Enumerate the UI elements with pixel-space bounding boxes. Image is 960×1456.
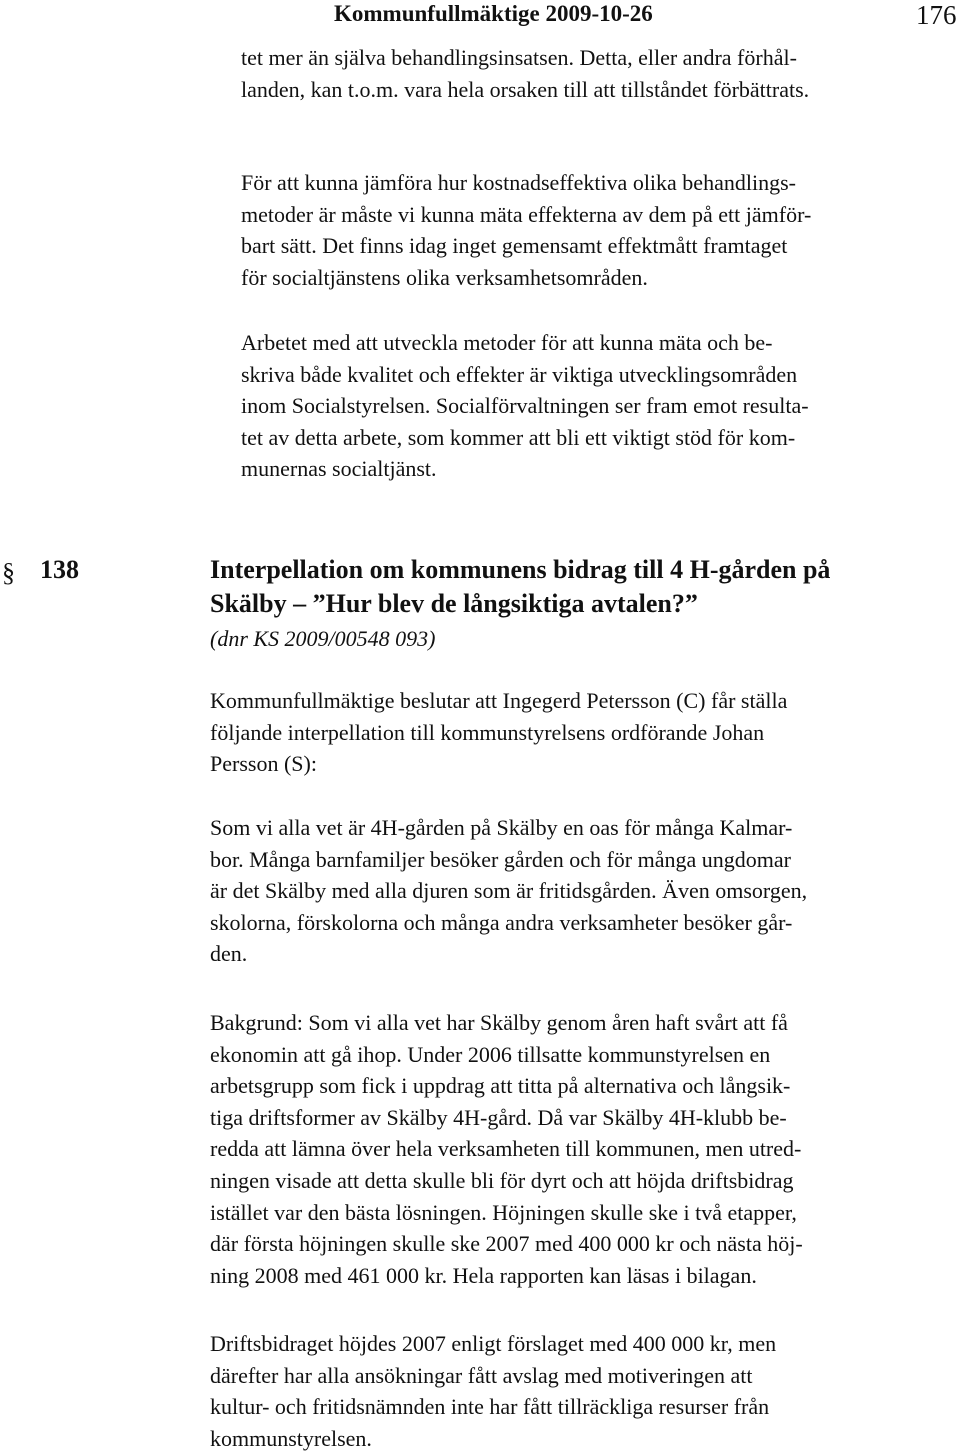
text-line: bor. Många barnfamiljer besöker gården och för många ungdomar [210, 846, 791, 872]
text-line: ning 2008 med 461 000 kr. Hela rapporten kan läsas i bilagan. [210, 1262, 757, 1288]
body-paragraph-2 [210, 812, 807, 970]
body-paragraph-4 [210, 1328, 776, 1454]
text-line: tet mer än själva behandlingsinsatsen. Detta, eller andra förhål- [241, 45, 797, 70]
text-line: därefter har alla ansökningar fått avslag med motiveringen att [210, 1362, 753, 1388]
diary-number: (dnr KS 2009/00548 093) [210, 626, 436, 651]
page-number: 176 [916, 0, 957, 30]
text-line: arbetsgrupp som fick i uppdrag att titta på alternativa och långsik- [210, 1073, 791, 1099]
intro-paragraph-2 [241, 167, 811, 293]
text-line: redda att lämna över hela verksamheten till kommunen, men utred- [210, 1136, 802, 1162]
section-mark: § [2, 558, 15, 587]
text-line: bart sätt. Det finns idag inget gemensamt effektmått framtaget [241, 233, 788, 259]
intro-paragraph-1 [241, 42, 809, 105]
text-line: för socialtjänstens olika verksamhetsområden. [241, 264, 648, 290]
text-line: tet av detta arbete, som kommer att bli ett viktigt stöd för kom- [241, 424, 796, 450]
text-line: munernas socialtjänst. [241, 456, 437, 482]
body-paragraph-3 [210, 1007, 803, 1291]
text-line: Driftsbidraget höjdes 2007 enligt förslaget med 400 000 kr, men [210, 1331, 777, 1356]
body-paragraph-1 [210, 685, 787, 780]
text-line: kultur- och fritidsnämnden inte har fått tillräckliga resurser från [210, 1394, 770, 1420]
text-line: är det Skälby med alla djuren som är fritidsgården. Även omsorgen, [210, 878, 808, 904]
text-line: För att kunna jämföra hur kostnadseffektiva olika behandlings- [241, 170, 796, 195]
text-line: Kommunfullmäktige beslutar att Ingegerd Petersson (C) får ställa [210, 688, 788, 713]
text-line: skriva både kvalitet och effekter är viktiga utvecklingsområden [241, 361, 798, 387]
text-line: Som vi alla vet är 4H-gården på Skälby en oas för många Kalmar- [210, 815, 793, 840]
section-title-line: Interpellation om kommunens bidrag till 4 H-gården på [210, 555, 831, 584]
text-line: skolorna, förskolorna och många andra verksamheter besöker går- [210, 909, 793, 935]
section-title-line: Skälby – ”Hur blev de långsiktiga avtalen?” [210, 589, 698, 618]
text-line: landen, kan t.o.m. vara hela orsaken till att tillståndet förbättrats. [241, 76, 810, 102]
text-line: tiga driftsformer av Skälby 4H-gård. Då var Skälby 4H-klubb be- [210, 1104, 787, 1130]
text-line: följande interpellation till kommunstyrelsens ordförande Johan [210, 719, 765, 745]
text-line: där första höjningen skulle ske 2007 med 400 000 kr och nästa höj- [210, 1231, 803, 1257]
running-header: Kommunfullmäktige 2009-10-26 [334, 1, 653, 26]
text-line: Bakgrund: Som vi alla vet har Skälby genom åren haft svårt att få [210, 1010, 788, 1035]
text-line: Arbetet med att utveckla metoder för att kunna mäta och be- [241, 330, 773, 355]
text-line: kommunstyrelsen. [210, 1425, 372, 1451]
text-line: metoder är måste vi kunna mäta effekterna av dem på ett jämför- [241, 201, 812, 227]
text-line: inom Socialstyrelsen. Socialförvaltningen ser fram emot resulta- [241, 393, 809, 419]
text-line: Persson (S): [210, 751, 317, 777]
text-line: istället var den bästa lösningen. Höjningen skulle ske i två etapper, [210, 1199, 797, 1225]
intro-paragraph-3 [241, 327, 809, 485]
text-line: den. [210, 941, 248, 967]
text-line: ningen visade att detta skulle bli för dyrt och att höjda driftsbidrag [210, 1167, 794, 1193]
text-line: ekonomin att gå ihop. Under 2006 tillsatte kommunstyrelsen en [210, 1041, 771, 1067]
section-number: 138 [40, 555, 79, 584]
section-title [210, 553, 830, 621]
